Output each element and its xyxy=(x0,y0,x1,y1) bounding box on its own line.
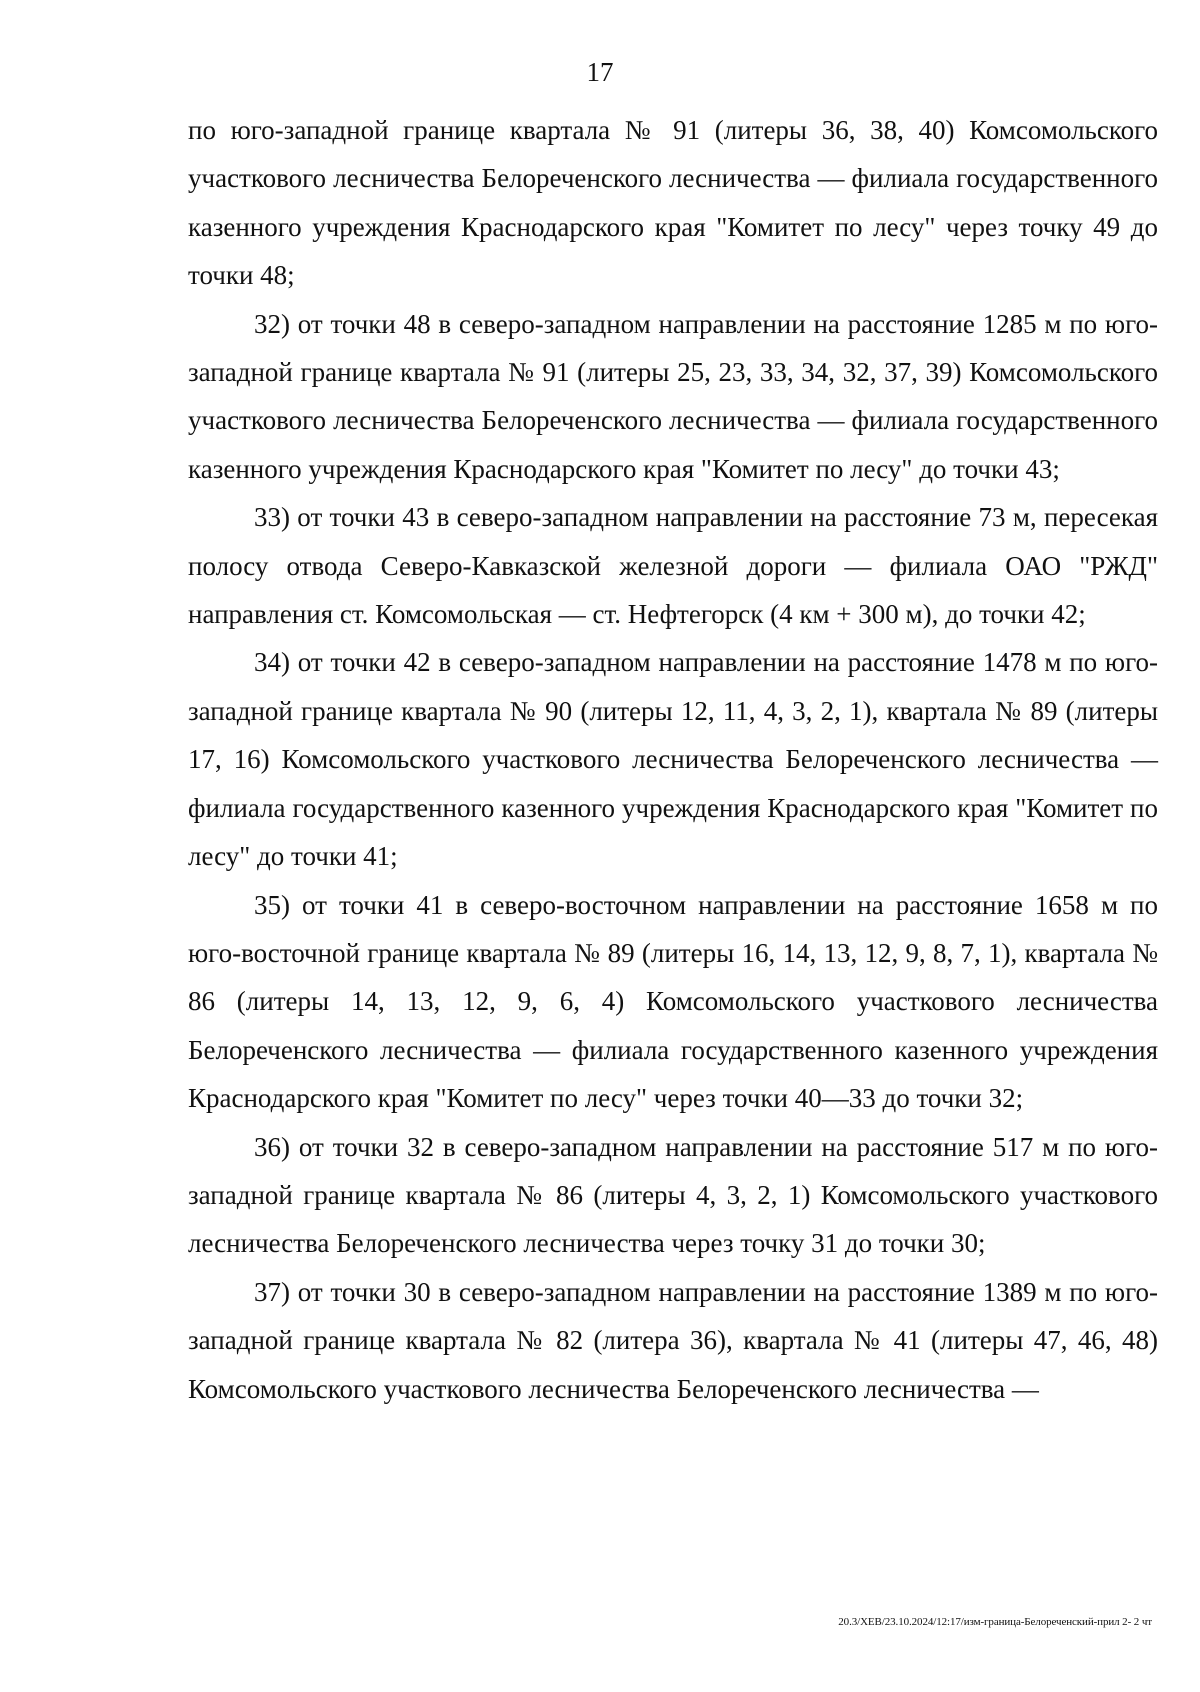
page-number: 17 xyxy=(586,57,614,87)
paragraph-continuation: по юго-западной границе квартала № 91 (литеры 36, 38, 40) Комсомольского участкового лесничества Белореченского лесничества — филиала государственного казенного учреждения Краснодарского края "Комитет по лесу" через точку 49 до точки 48; xyxy=(188,115,1158,291)
document-body xyxy=(188,106,1158,1413)
paragraph-item-37: 37) от точки 30 в северо-западном направлении на расстояние 1389 м по юго-западной границе квартала № 82 (литера 36), квартала № 41 (литеры 47, 46, 48) Комсомольского участкового лесничества Белореченского лесничества — xyxy=(188,1276,1158,1404)
paragraph-item-34: 34) от точки 42 в северо-западном направлении на расстояние 1478 м по юго-западной границе квартала № 90 (литеры 12, 11, 4, 3, 2, 1), квартала № 89 (литеры 17, 16) Комсомольского участкового лесничества Белореченского лесничества — филиала государственного казенного учреждения Краснодарского края "Комитет по лесу" до точки 41; xyxy=(188,647,1158,872)
paragraph-item-33: 33) от точки 43 в северо-западном направлении на расстояние 73 м, пересекая полосу отвода Северо-Кавказской железной дороги — филиала ОАО "РЖД" направления ст. Комсомольская — ст. Нефтегорск (4 км + 300 м), до точки 42; xyxy=(188,502,1158,630)
paragraph-item-32: 32) от точки 48 в северо-западном направлении на расстояние 1285 м по юго-западной границе квартала № 91 (литеры 25, 23, 33, 34, 32, 37, 39) Комсомольского участкового лесничества Белореченского лесничества — филиала государственного казенного учреждения Краснодарского края "Комитет по лесу" до точки 43; xyxy=(188,308,1158,484)
paragraph-item-35: 35) от точки 41 в северо-восточном направлении на расстояние 1658 м по юго-восточной границе квартала № 89 (литеры 16, 14, 13, 12, 9, 8, 7, 1), квартала № 86 (литеры 14, 13, 12, 9, 6, 4) Комсомольского участкового лесничества Белореченского лесничества — филиала государственного казенного учреждения Краснодарского края "Комитет по лесу" через точки 40—33 до точки 32; xyxy=(188,889,1158,1114)
paragraph-item-36: 36) от точки 32 в северо-западном направлении на расстояние 517 м по юго-западной границе квартала № 86 (литеры 4, 3, 2, 1) Комсомольского участкового лесничества Белореченского лесничества через точку 31 до точки 30; xyxy=(188,1131,1158,1259)
footer-file-reference: 20.3/ХЕВ/23.10.2024/12:17/изм-граница-Белореченский-прил 2- 2 чт xyxy=(838,1616,1152,1628)
